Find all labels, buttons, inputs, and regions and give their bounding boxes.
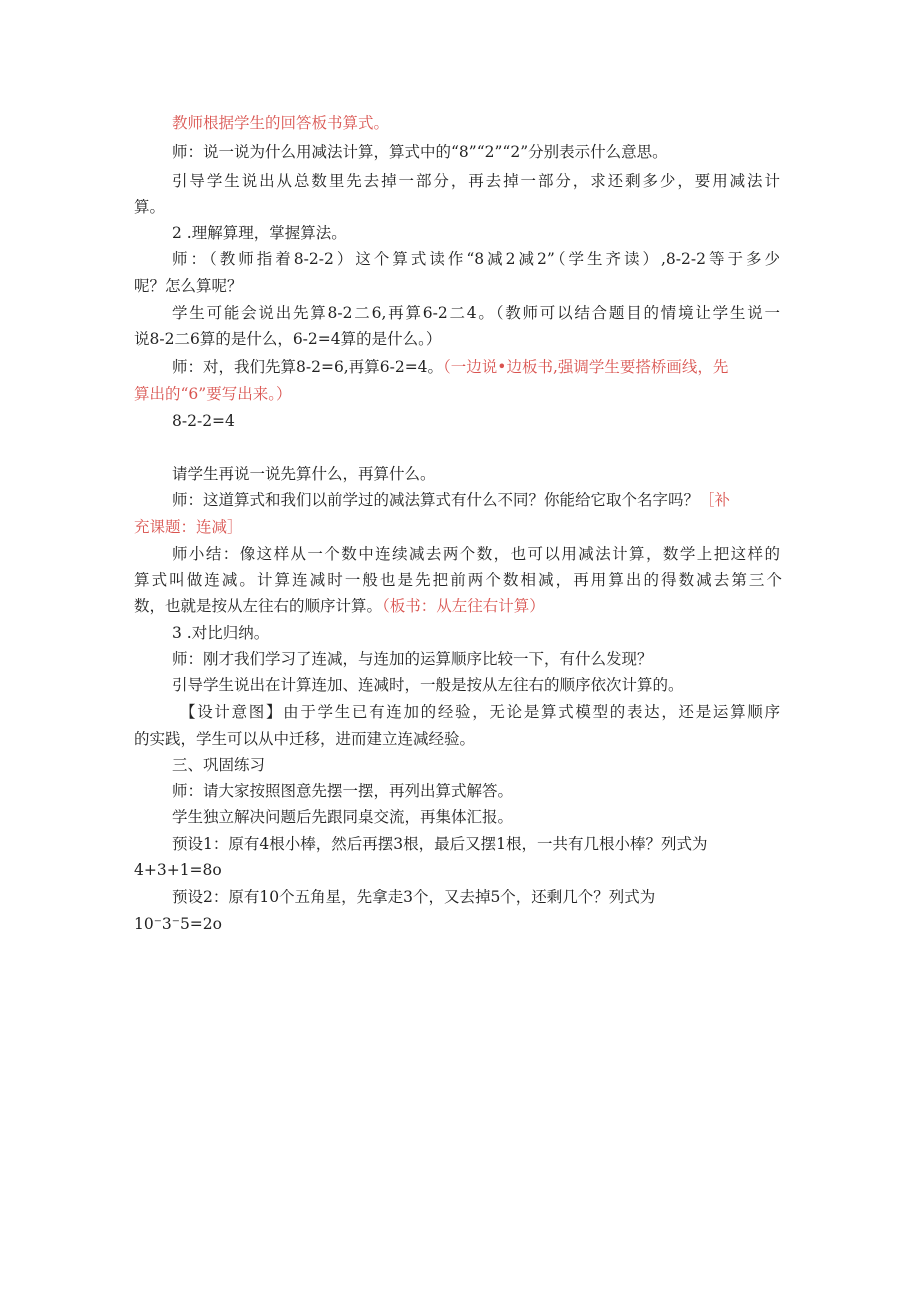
paragraph (172, 487, 730, 513)
teacher-statement: 师：对，我们先算8-2=6,再算6-2=4。 (172, 358, 444, 376)
teacher-board-note: 教师根据学生的回答板书算式。 (172, 114, 390, 132)
paragraph-continued: 的实践，学生可以从中迁移，进而建立连减经验。 (134, 730, 476, 748)
section-heading: 3 .对比归纳。 (172, 624, 270, 642)
paragraph: 师：刚才我们学习了连减，与连加的运算顺序比较一下，有什么发现？ (172, 650, 653, 668)
board-annotation: （板书：从左往右计算） (382, 597, 545, 615)
board-annotation: （一边说•边板书,强调学生要搭桥画线，先 (443, 358, 729, 376)
paragraph: 师：说一说为什么用减法计算，算式中的“8”“2”“2”分别表示什么意思。 (172, 143, 668, 161)
paragraph: 学生可能会说出先算8-2二6,再算6-2二4。（教师可以结合题目的情境让学生说一 (172, 304, 780, 322)
paragraph-continued: 说8-2二6算的是什么，6-2=4算的是什么。） (134, 330, 442, 348)
design-intent: 【设计意图】由于学生已有连加的经验，无论是算式模型的表达，还是运算顺序 (180, 703, 780, 721)
paragraph: 师：（教师指着8-2-2）这个算式读作“8减2减2”（学生齐读）,8-2-2等于多少 (172, 250, 780, 268)
equation: 8-2-2=4 (172, 412, 235, 430)
paragraph: 引导学生说出从总数里先去掉一部分，再去掉一部分，求还剩多少，要用减法计 (172, 172, 780, 190)
paragraph: 师小结：像这样从一个数中连续减去两个数，也可以用减法计算，数学上把这样的 (172, 545, 780, 563)
paragraph-continued: 呢？怎么算呢？ (134, 277, 243, 295)
paragraph: 请学生再说一说先算什么，再算什么。 (172, 465, 436, 483)
paragraph: 预设1：原有4根小棒，然后再摆3根，最后又摆1根，一共有几根小棒？列式为 (172, 835, 708, 853)
paragraph-continued: 算。 (134, 198, 166, 216)
paragraph: 师：请大家按照图意先摆一摆，再列出算式解答。 (172, 782, 514, 800)
equation: 4+3+1=8o (134, 861, 222, 879)
teacher-question: 师：这道算式和我们以前学过的减法算式有什么不同？你能给它取个名字吗？ (172, 491, 700, 509)
equation: 10⁻3⁻5=2o (134, 915, 222, 933)
lesson-title-annotation-continued: 充课题：连减］ (134, 518, 243, 536)
paragraph: 预设2：原有10个五角星，先拿走3个，又去掉5个，还剩几个？列式为 (172, 888, 656, 906)
section-heading: 2 .理解算理，掌握算法。 (172, 224, 347, 242)
paragraph (172, 354, 728, 380)
paragraph: 引导学生说出在计算连加、连减时，一般是按从左往右的顺序依次计算的。 (172, 676, 684, 694)
paragraph-continued: 算式叫做连减。计算连减时一般也是先把前两个数相减，再用算出的得数减去第三个 (134, 571, 782, 589)
summary-text: 数，也就是按从左往右的顺序计算。 (134, 597, 383, 615)
paragraph: 学生独立解决问题后先跟同桌交流，再集体汇报。 (172, 808, 514, 826)
lesson-title-annotation: ［补 (699, 491, 731, 509)
paragraph-continued (134, 593, 545, 619)
section-heading: 三、巩固练习 (172, 756, 266, 774)
board-annotation-continued: 算出的“6”要写出来。） (134, 385, 292, 403)
